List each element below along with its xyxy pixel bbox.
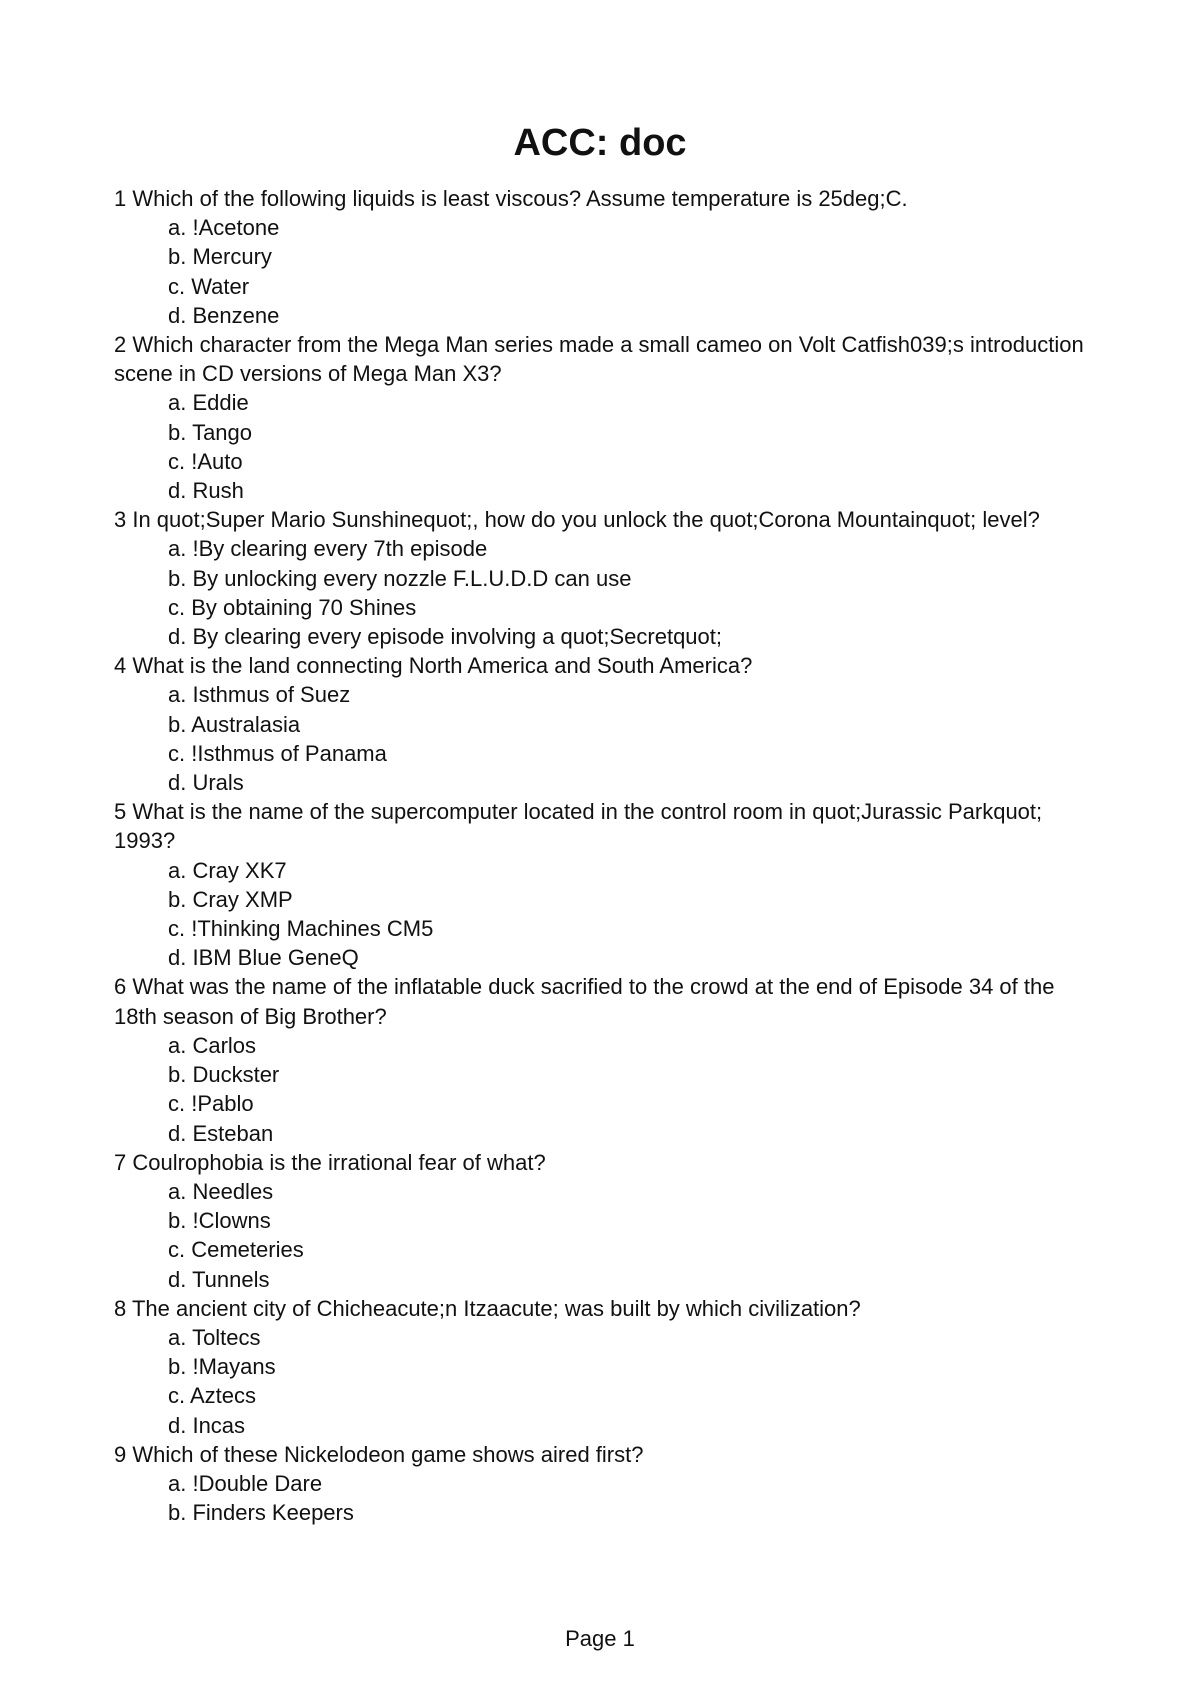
answer-option: d. Rush	[168, 478, 244, 504]
question-block	[114, 505, 1094, 651]
answer-option: c. !Thinking Machines CM5	[168, 916, 434, 942]
answer-option: a. !By clearing every 7th episode	[168, 536, 488, 562]
question-block	[114, 1294, 1094, 1440]
answer-option: b. By unlocking every nozzle F.L.U.D.D can use	[168, 565, 632, 591]
question-text: 3 In quot;Super Mario Sunshinequot;, how do you unlock the quot;Corona Mountainquot; level?	[114, 507, 1040, 533]
answer-option: b. Duckster	[168, 1062, 280, 1088]
answer-option: a. !Double Dare	[168, 1470, 323, 1496]
question-block	[114, 1148, 1094, 1294]
answer-option: b. !Clowns	[168, 1208, 271, 1234]
answer-option: c. Water	[168, 273, 250, 299]
answer-option: a. Carlos	[168, 1032, 257, 1058]
answer-option: c. !Pablo	[168, 1091, 254, 1117]
question-block	[114, 651, 1094, 797]
answer-option: d. Incas	[168, 1412, 246, 1438]
answer-option: d. IBM Blue GeneQ	[168, 945, 359, 971]
answer-option: a. Isthmus of Suez	[168, 682, 351, 708]
question-block	[114, 972, 1094, 1147]
answer-option: a. Needles	[168, 1178, 274, 1204]
answer-option: b. Cray XMP	[168, 886, 293, 912]
answer-option: b. Mercury	[168, 244, 272, 270]
question-block	[114, 184, 1094, 330]
question-text: 4 What is the land connecting North America and South America?	[114, 653, 753, 679]
answer-option: a. Cray XK7	[168, 857, 287, 883]
question-block	[114, 797, 1094, 972]
question-text: 2 Which character from the Mega Man series made a small cameo on Volt Catfish039;s introduction scene in CD versions of Mega Man X3?	[114, 332, 1084, 387]
answer-option: a. !Acetone	[168, 215, 280, 241]
page-number: Page 1	[565, 1626, 635, 1651]
question-text: 5 What is the name of the supercomputer located in the control room in quot;Jurassic Parkquot; 1993?	[114, 799, 1043, 854]
question-block	[114, 330, 1094, 505]
answer-option: a. Toltecs	[168, 1324, 261, 1350]
answer-option: b. Tango	[168, 419, 253, 445]
answer-option: c. By obtaining 70 Shines	[168, 594, 417, 620]
answer-option: d. By clearing every episode involving a quot;Secretquot;	[168, 624, 722, 650]
answer-option: b. !Mayans	[168, 1354, 276, 1380]
answer-option: d. Urals	[168, 770, 244, 796]
document-title: ACC: doc	[513, 122, 687, 164]
answer-option: d. Tunnels	[168, 1266, 270, 1292]
question-text: 9 Which of these Nickelodeon game shows aired first?	[114, 1441, 644, 1467]
answer-option: d. Esteban	[168, 1120, 274, 1146]
question-block	[114, 1440, 1094, 1528]
answer-option: c. !Auto	[168, 448, 243, 474]
answer-option: a. Eddie	[168, 390, 249, 416]
answer-option: b. Finders Keepers	[168, 1500, 354, 1526]
answer-option: c. Aztecs	[168, 1383, 257, 1409]
question-text: 6 What was the name of the inflatable duck sacrified to the crowd at the end of Episode 34 of the 18th season of Big Brother?	[114, 974, 1055, 1029]
question-list	[114, 184, 1094, 1527]
answer-option: c. Cemeteries	[168, 1237, 304, 1263]
answer-option: b. Australasia	[168, 711, 301, 737]
question-text: 1 Which of the following liquids is least viscous? Assume temperature is 25deg;C.	[114, 186, 908, 211]
question-text: 8 The ancient city of Chicheacute;n Itzaacute; was built by which civilization?	[114, 1295, 861, 1321]
question-text: 7 Coulrophobia is the irrational fear of what?	[114, 1149, 546, 1175]
answer-option: d. Benzene	[168, 302, 280, 328]
answer-option: c. !Isthmus of Panama	[168, 740, 387, 766]
